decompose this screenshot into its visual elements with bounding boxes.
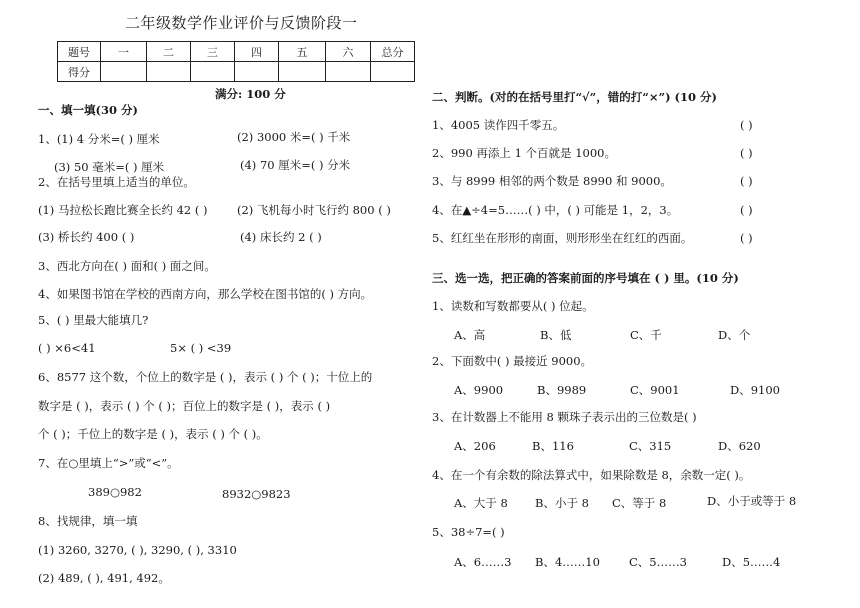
choice-option[interactable]: B、低: [540, 328, 572, 342]
q7-text: 7、在○里填上“>”或“<”。: [38, 456, 179, 470]
q1-line1-b: (2) 3000 米=( ) 千米: [237, 130, 351, 144]
score-table-score-row: [58, 62, 415, 82]
score-cell[interactable]: [101, 62, 147, 82]
q6-line2: 数字是 ( )，表示 ( ) 个 ( )；百位上的数字是 ( )，表示 ( ): [38, 399, 331, 413]
q1-line2-a: (3) 50 毫米=( ) 厘米: [54, 160, 165, 174]
judge-item-1: 1、4005 读作四千零五。: [432, 118, 565, 132]
score-cell[interactable]: [235, 62, 279, 82]
choice-question-5: 5、38÷7=( ): [432, 525, 505, 539]
choice-option[interactable]: C、5……3: [629, 555, 687, 569]
judge-answer-paren[interactable]: ( ): [740, 118, 753, 132]
score-header-cell: 一: [101, 42, 147, 62]
q1-line1-a: 1、(1) 4 分米=( ) 厘米: [38, 132, 160, 146]
choice-option[interactable]: B、4……10: [535, 555, 600, 569]
judge-answer-paren[interactable]: ( ): [740, 231, 753, 245]
choice-option[interactable]: B、小于 8: [535, 496, 589, 510]
score-cell[interactable]: [279, 62, 326, 82]
score-cell[interactable]: [147, 62, 191, 82]
section-1-heading: 一、填一填(30 分): [38, 103, 138, 117]
section-3-heading: 三、选一选，把正确的答案前面的序号填在 ( ) 里。(10 分): [432, 271, 739, 285]
choice-option[interactable]: A、高: [454, 328, 486, 342]
score-cell[interactable]: [191, 62, 235, 82]
choice-option[interactable]: C、千: [630, 328, 662, 342]
q2-line1-b: (2) 飞机每小时飞行约 800 ( ): [237, 203, 391, 217]
q6-line1: 6、8577 这个数，个位上的数字是 ( )，表示 ( ) 个 ( )；十位上的: [38, 370, 373, 384]
score-table-header-row: [58, 42, 415, 62]
q8-text: 8、找规律，填一填: [38, 514, 138, 528]
choice-option[interactable]: A、6……3: [454, 555, 512, 569]
q2-text: 2、在括号里填上适当的单位。: [38, 175, 195, 189]
section-2-heading: 二、判断。(对的在括号里打“√”，错的打“×”) (10 分): [432, 90, 717, 104]
choice-question-1: 1、读数和写数都要从( ) 位起。: [432, 299, 594, 313]
judge-item-3: 3、与 8999 相邻的两个数是 8990 和 9000。: [432, 174, 672, 188]
score-header-cell: 五: [279, 42, 326, 62]
score-row-label: 得分: [58, 62, 101, 82]
choice-option[interactable]: B、116: [532, 439, 574, 453]
judge-item-2: 2、990 再添上 1 个百就是 1000。: [432, 146, 616, 160]
choice-option[interactable]: C、315: [629, 439, 672, 453]
q5-text: 5、( ) 里最大能填几?: [38, 313, 149, 327]
total-score: 满分: 100 分: [215, 87, 286, 101]
score-table: [57, 41, 415, 82]
q3-text: 3、西北方向在( ) 面和( ) 面之间。: [38, 259, 216, 273]
q8-sequence-2: (2) 489, ( ), 491, 492。: [38, 571, 170, 585]
choice-question-4: 4、在一个有余数的除法算式中，如果除数是 8，余数一定( )。: [432, 468, 751, 482]
score-header-cell: 二: [147, 42, 191, 62]
q4-text: 4、如果图书馆在学校的西南方向，那么学校在图书馆的( ) 方向。: [38, 287, 373, 301]
choice-option[interactable]: D、620: [718, 439, 761, 453]
q2-line1-a: (1) 马拉松长跑比赛全长约 42 ( ): [38, 203, 208, 217]
choice-question-2: 2、下面数中( ) 最接近 9000。: [432, 354, 593, 368]
judge-item-5: 5、红红坐在形形的南面，则形形坐在红红的西面。: [432, 231, 693, 245]
q1-line2-b: (4) 70 厘米=( ) 分米: [240, 158, 351, 172]
judge-item-4: 4、在▲÷4=5……( ) 中，( ) 可能是 1，2，3。: [432, 203, 679, 217]
score-header-cell: 题号: [58, 42, 101, 62]
choice-option[interactable]: D、5……4: [722, 555, 781, 569]
choice-question-3: 3、在计数器上不能用 8 颗珠子表示出的三位数是( ): [432, 410, 697, 424]
q7-compare-a: 389○982: [88, 485, 142, 499]
q6-line3: 个 ( )；千位上的数字是 ( )，表示 ( ) 个 ( )。: [38, 427, 268, 441]
page-title: 二年级数学作业评价与反馈阶段一: [125, 14, 358, 32]
q2-line2-a: (3) 桥长约 400 ( ): [38, 230, 135, 244]
judge-answer-paren[interactable]: ( ): [740, 146, 753, 160]
judge-answer-paren[interactable]: ( ): [740, 174, 753, 188]
choice-option[interactable]: C、等于 8: [612, 496, 667, 510]
score-cell[interactable]: [326, 62, 371, 82]
q2-line2-b: (4) 床长约 2 ( ): [240, 230, 322, 244]
score-header-cell: 四: [235, 42, 279, 62]
score-header-cell: 总分: [371, 42, 415, 62]
q5-expr-a: ( ) ×6<41: [38, 341, 96, 355]
judge-answer-paren[interactable]: ( ): [740, 203, 753, 217]
choice-option[interactable]: A、9900: [454, 383, 504, 397]
choice-option[interactable]: D、9100: [730, 383, 780, 397]
choice-option[interactable]: A、206: [454, 439, 496, 453]
choice-option[interactable]: D、个: [718, 328, 751, 342]
q7-compare-b: 8932○9823: [222, 487, 291, 501]
score-header-cell: 六: [326, 42, 371, 62]
choice-option[interactable]: C、9001: [630, 383, 680, 397]
score-header-cell: 三: [191, 42, 235, 62]
q8-sequence-1: (1) 3260, 3270, ( ), 3290, ( ), 3310: [38, 543, 237, 557]
choice-option[interactable]: A、大于 8: [454, 496, 508, 510]
choice-option[interactable]: D、小于或等于 8: [707, 494, 797, 508]
choice-option[interactable]: B、9989: [537, 383, 587, 397]
q5-expr-b: 5× ( ) <39: [170, 341, 232, 355]
score-cell[interactable]: [371, 62, 415, 82]
